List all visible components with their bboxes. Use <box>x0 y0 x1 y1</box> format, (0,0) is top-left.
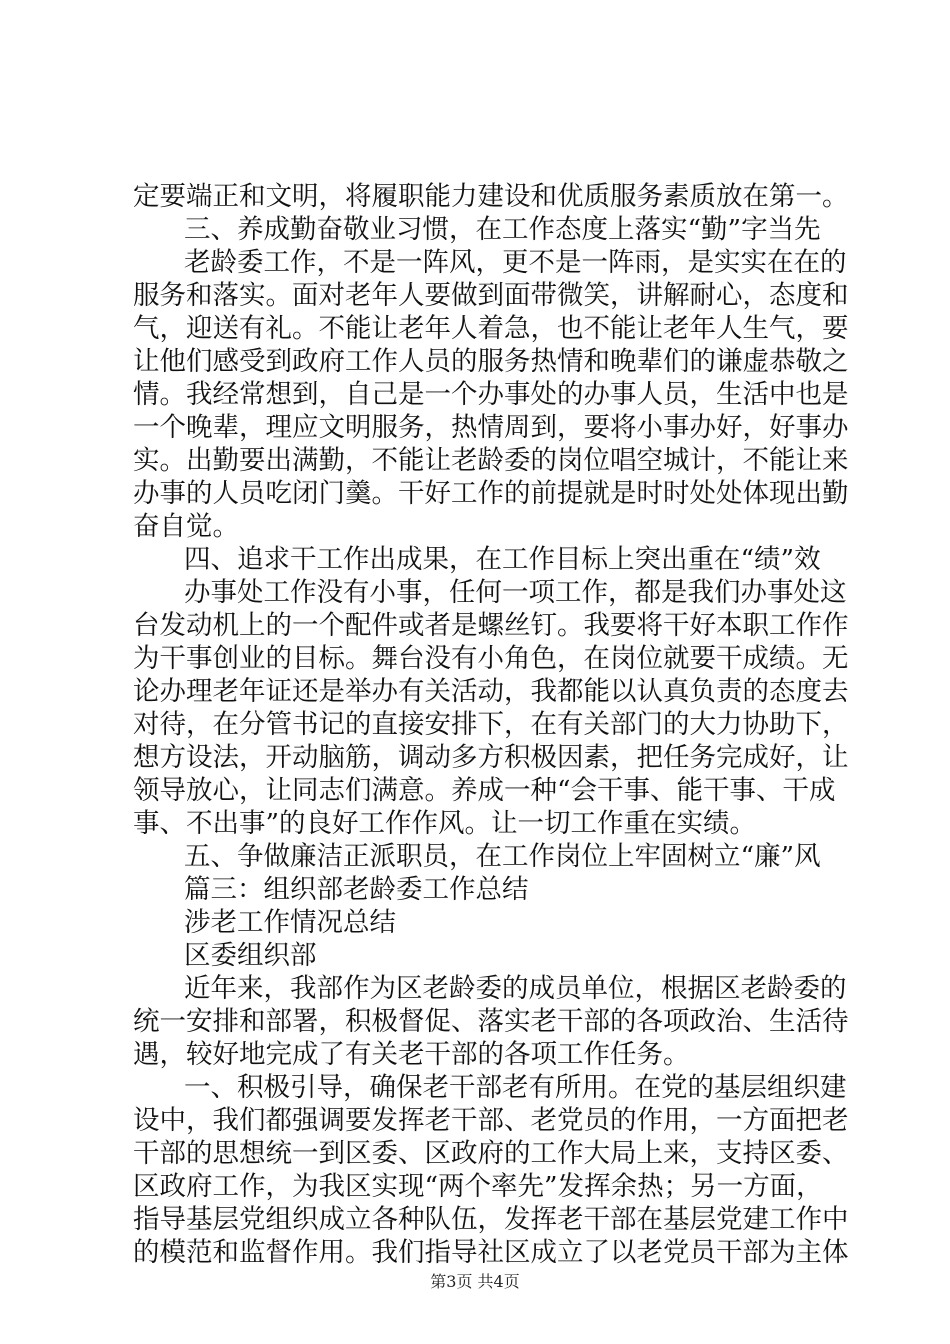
text-line: 气，迎送有礼。不能让老年人着急，也不能让老年人生气，要 <box>133 313 849 344</box>
paragraph-start: 近年来，我部作为区老龄委的成员单位，根据区老龄委的 <box>184 973 847 1004</box>
text-line: 设中，我们都强调要发挥老干部、老党员的作用，一方面把老 <box>133 1105 849 1136</box>
text-line: 为干事创业的目标。舞台没有小角色，在岗位就要干成绩。无 <box>133 643 849 674</box>
article-title: 篇三：组织部老龄委工作总结 <box>184 874 529 905</box>
text-line: 干部的思想统一到区委、区政府的工作大局上来，支持区委、 <box>133 1138 849 1169</box>
page-number-footer: 第3页 共4页 <box>430 1272 520 1291</box>
text-line: 让他们感受到政府工作人员的服务热情和晚辈们的谦虚恭敬之 <box>133 346 849 377</box>
text-line: 奋自觉。 <box>133 511 239 542</box>
article-author: 区委组织部 <box>184 940 317 971</box>
text-line: 定要端正和文明，将履职能力建设和优质服务素质放在第一。 <box>133 181 849 212</box>
text-line: 实。出勤要出满勤，不能让老龄委的岗位唱空城计，不能让来 <box>133 445 849 476</box>
text-line: 遇，较好地完成了有关老干部的各项工作任务。 <box>133 1039 690 1070</box>
text-line: 事、不出事”的良好工作作风。让一切工作重在实绩。 <box>133 808 757 839</box>
section-heading: 四、追求干工作出成果，在工作目标上突出重在“绩”效 <box>184 544 821 575</box>
paragraph-start: 一、积极引导，确保老干部老有所用。在党的基层组织建 <box>184 1072 847 1103</box>
paragraph-start: 老龄委工作，不是一阵风，更不是一阵雨，是实实在在的 <box>184 247 847 278</box>
article-subtitle: 涉老工作情况总结 <box>184 907 396 938</box>
text-line: 想方设法，开动脑筋，调动多方积极因素，把任务完成好，让 <box>133 742 849 773</box>
section-heading: 五、争做廉洁正派职员，在工作岗位上牢固树立“廉”风 <box>184 841 821 872</box>
text-line: 的模范和监督作用。我们指导社区成立了以老党员干部为主体 <box>133 1237 849 1268</box>
text-line: 区政府工作，为我区实现“两个率先”发挥余热；另一方面， <box>133 1171 823 1202</box>
text-line: 台发动机上的一个配件或者是螺丝钉。我要将干好本职工作作 <box>133 610 849 641</box>
text-line: 办事的人员吃闭门羹。干好工作的前提就是时时处处体现出勤 <box>133 478 849 509</box>
text-line: 领导放心，让同志们满意。养成一种“会干事、能干事、干成 <box>133 775 836 806</box>
text-line: 对待，在分管书记的直接安排下，在有关部门的大力协助下， <box>133 709 849 740</box>
section-heading: 三、养成勤奋敬业习惯，在工作态度上落实“勤”字当先 <box>184 214 821 245</box>
text-line: 情。我经常想到，自己是一个办事处的办事人员，生活中也是 <box>133 379 849 410</box>
text-line: 统一安排和部署，积极督促、落实老干部的各项政治、生活待 <box>133 1006 849 1037</box>
text-line: 一个晚辈，理应文明服务，热情周到，要将小事办好，好事办 <box>133 412 849 443</box>
text-line: 指导基层党组织成立各种队伍，发挥老干部在基层党建工作中 <box>133 1204 849 1235</box>
paragraph-start: 办事处工作没有小事，任何一项工作，都是我们办事处这 <box>184 577 847 608</box>
text-line: 服务和落实。面对老年人要做到面带微笑，讲解耐心，态度和 <box>133 280 849 311</box>
text-line: 论办理老年证还是举办有关活动，我都能以认真负责的态度去 <box>133 676 849 707</box>
